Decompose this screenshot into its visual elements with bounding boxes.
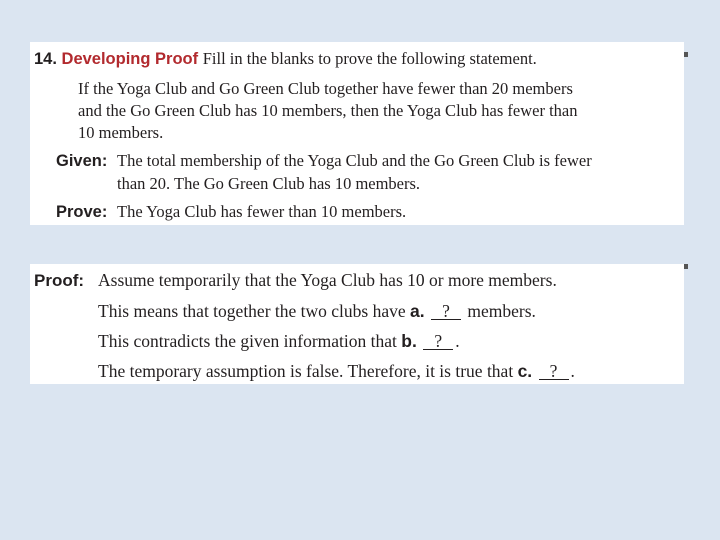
proof-line-2-text: This means that together the two clubs have — [98, 301, 406, 321]
statement-line-3: 10 members. — [78, 123, 164, 142]
problem-instruction: Fill in the blanks to prove the following statement. — [202, 49, 537, 68]
statement-line-1: If the Yoga Club and Go Green Club together have fewer than 20 members — [78, 79, 573, 98]
problem-heading: Developing Proof — [61, 50, 199, 68]
prove-text: The Yoga Club has fewer than 10 members. — [117, 202, 407, 221]
blank-c-letter: c. — [517, 361, 533, 381]
given-line-1: The total membership of the Yoga Club and the Go Green Club is fewer — [117, 151, 592, 170]
proof-line-4-end: . — [570, 361, 575, 381]
proof-card — [30, 264, 684, 384]
blank-b-letter: b. — [401, 331, 417, 351]
prove-label: Prove: — [56, 203, 108, 221]
blank-c[interactable]: ? — [539, 363, 569, 380]
given-label: Given: — [56, 152, 108, 170]
proof-line-3-text: This contradicts the given information that — [98, 331, 397, 351]
blank-b[interactable]: ? — [423, 333, 453, 350]
proof-line-2-end: members. — [467, 301, 536, 321]
problem-number: 14. — [34, 50, 57, 68]
blank-a[interactable]: ? — [431, 303, 461, 320]
edge-mark — [684, 264, 688, 269]
proof-line-3 — [98, 331, 460, 351]
proof-label: Proof: — [34, 271, 85, 290]
edge-mark — [684, 52, 688, 57]
statement-line-2: and the Go Green Club has 10 members, then the Yoga Club has fewer than — [78, 101, 578, 120]
proof-line-4 — [98, 361, 575, 381]
proof-line-2 — [98, 301, 536, 321]
proof-line-4-text: The temporary assumption is false. Therefore, it is true that — [98, 361, 514, 381]
problem-header — [34, 49, 537, 69]
problem-card — [30, 42, 684, 225]
blank-a-letter: a. — [410, 301, 425, 321]
proof-line-3-end: . — [455, 331, 460, 351]
given-line-2: than 20. The Go Green Club has 10 members. — [117, 174, 421, 193]
proof-line-1: Assume temporarily that the Yoga Club has 10 or more members. — [98, 270, 557, 290]
